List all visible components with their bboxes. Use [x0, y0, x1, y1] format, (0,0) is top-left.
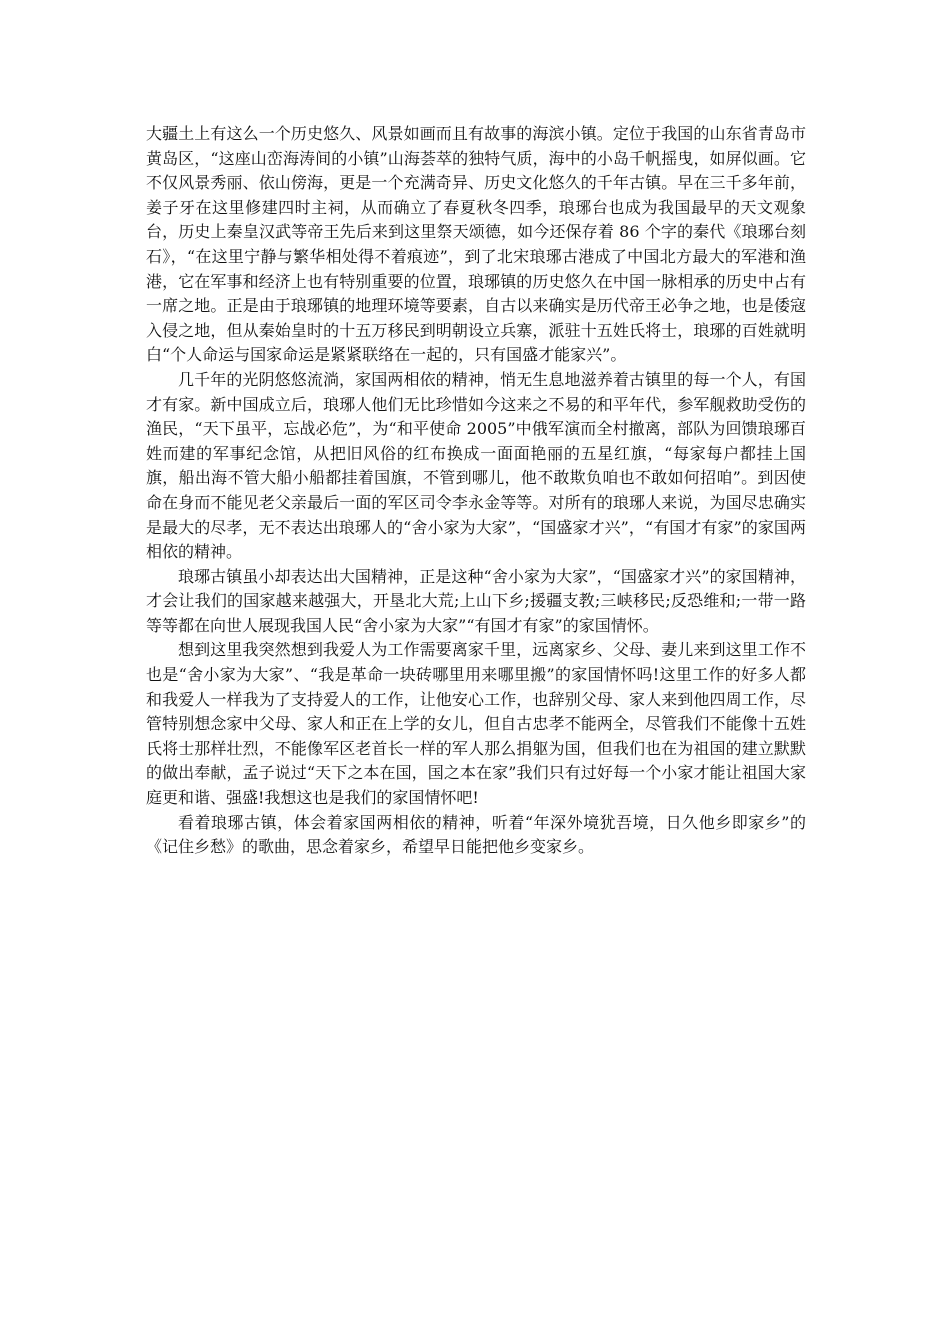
- document-body: [146, 122, 806, 860]
- paragraph-4: 想到这里我突然想到我爱人为工作需要离家千里，远离家乡、父母、妻儿来到这里工作不也是“舍小家为大家”、“我是革命一块砖哪里用来哪里搬”的家国情怀吗!这里工作的好多人都和我爱人一样我为了支持爱人的工作，让他安心工作，也辞别父母、家人来到他四周工作，尽管特别想念家中父母、家人和正在上学的女儿，但自古忠孝不能两全，尽管我们不能像十五姓氏将士那样壮烈，不能像军区老首长一样的军人那么捐躯为国，但我们也在为祖国的建立默默的做出奉献，孟子说过“天下之本在国，国之本在家”我们只有过好每一个小家才能让祖国大家庭更和谐、强盛!我想这也是我们的家国情怀吧!: [146, 640, 806, 808]
- paragraph-5: 看着琅琊古镇，体会着家国两相依的精神，听着“年深外境犹吾境，日久他乡即家乡”的《记住乡愁》的歌曲，思念着家乡，希望早日能把他乡变家乡。: [146, 812, 806, 857]
- paragraph-2: 几千年的光阴悠悠流淌，家国两相依的精神，悄无生息地滋养着古镇里的每一个人，有国才有家。新中国成立后，琅琊人他们无比珍惜如今这来之不易的和平年代，参军舰救助受伤的渔民，“天下虽平，忘战必危”，为“和平使命 2005”中俄军演而全村撤离，部队为回馈琅琊百姓而建的军事纪念馆，从把旧风俗的红布换成一面面艳丽的五星红旗，“每家每户都挂上国旗，船出海不管大船小船都挂着国旗，不管到哪儿，他不敢欺负咱也不敢如何招咱”。到因使命在身而不能见老父亲最后一面的军区司令李永金等等。对所有的琅琊人来说，为国尽忠确实是最大的尽孝，无不表达出琅琊人的“舍小家为大家”，“国盛家才兴”，“有国才有家”的家国两相依的精神。: [146, 369, 806, 562]
- paragraph-1: 大疆土上有这么一个历史悠久、风景如画而且有故事的海滨小镇。定位于我国的山东省青岛市黄岛区，“这座山峦海涛间的小镇”山海荟萃的独特气质，海中的小岛千帆摇曳，如屏似画。它不仅风景秀丽、依山傍海，更是一个充满奇异、历史文化悠久的千年古镇。早在三千多年前，姜子牙在这里修建四时主祠，从而确立了春夏秋冬四季，琅琊台也成为我国最早的天文观象台，历史上秦皇汉武等帝王先后来到这里祭天颂德，如今还保存着 86 个字的秦代《琅琊台刻石》，“在这里宁静与繁华相处得不着痕迹”，到了北宋琅琊古港成了中国北方最大的军港和渔港，它在军事和经济上也有特别重要的位置，琅琊镇的历史悠久在中国一脉相承的历史中占有一席之地。正是由于琅琊镇的地理环境等要素，自古以来确实是历代帝王必争之地，也是倭寇入侵之地，但从秦始皇时的十五万移民到明朝设立兵寨，派驻十五姓氏将士，琅琊的百姓就明白“个人命运与国家命运是紧紧联络在一起的，只有国盛才能家兴”。: [146, 124, 806, 365]
- paragraph-3: 琅琊古镇虽小却表达出大国精神，正是这种“舍小家为大家”，“国盛家才兴”的家国精神，才会让我们的国家越来越强大，开垦北大荒;上山下乡;援疆支教;三峡移民;反恐维和;一带一路等等都在向世人展现我国人民“舍小家为大家”“有国才有家”的家国情怀。: [146, 566, 806, 635]
